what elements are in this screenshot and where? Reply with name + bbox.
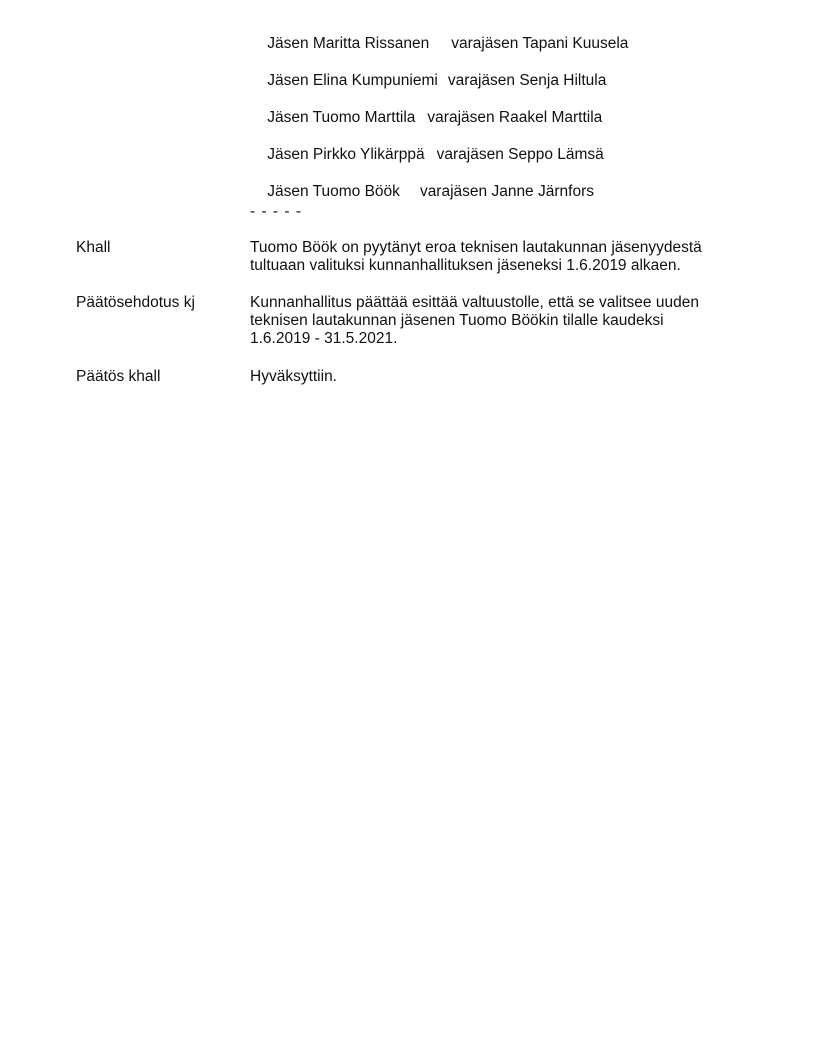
separator: - - - - -: [250, 203, 303, 220]
deputy-name: varajäsen Tapani Kuusela: [451, 35, 629, 52]
member-name: Jäsen Maritta Rissanen: [267, 35, 430, 52]
deputy-name: varajäsen Janne Järnfors: [419, 183, 594, 200]
section-text: [250, 368, 730, 386]
member-name: Jäsen Elina Kumpuniemi: [267, 72, 438, 89]
section-label: Päätösehdotus kj: [76, 294, 195, 311]
text-line: Tuomo Böök on pyytänyt eroa teknisen lautakunnan jäsenyydestä: [250, 239, 702, 256]
member-name: Jäsen Tuomo Marttila: [267, 109, 416, 126]
section-label: Päätös khall: [76, 368, 161, 385]
text-line: tultuaan valituksi kunnanhallituksen jäseneksi 1.6.2019 alkaen.: [250, 257, 681, 274]
text-line: Kunnanhallitus päättää esittää valtuustolle, että se valitsee uuden: [250, 294, 699, 311]
text-line: teknisen lautakunnan jäsenen Tuomo Böökin tilalle kaudeksi: [250, 312, 664, 329]
member-name: Jäsen Pirkko Ylikärppä: [267, 146, 425, 163]
section-text: [250, 239, 730, 275]
deputy-name: varajäsen Raakel Marttila: [427, 109, 603, 126]
text-line: Hyväksyttiin.: [250, 368, 337, 385]
member-name: Jäsen Tuomo Böök: [267, 183, 400, 200]
section-text: [250, 294, 730, 348]
deputy-name: varajäsen Senja Hiltula: [447, 72, 607, 89]
text-line: 1.6.2019 - 31.5.2021.: [250, 330, 398, 347]
deputy-name: varajäsen Seppo Lämsä: [436, 146, 604, 163]
section-label: Khall: [76, 239, 111, 256]
